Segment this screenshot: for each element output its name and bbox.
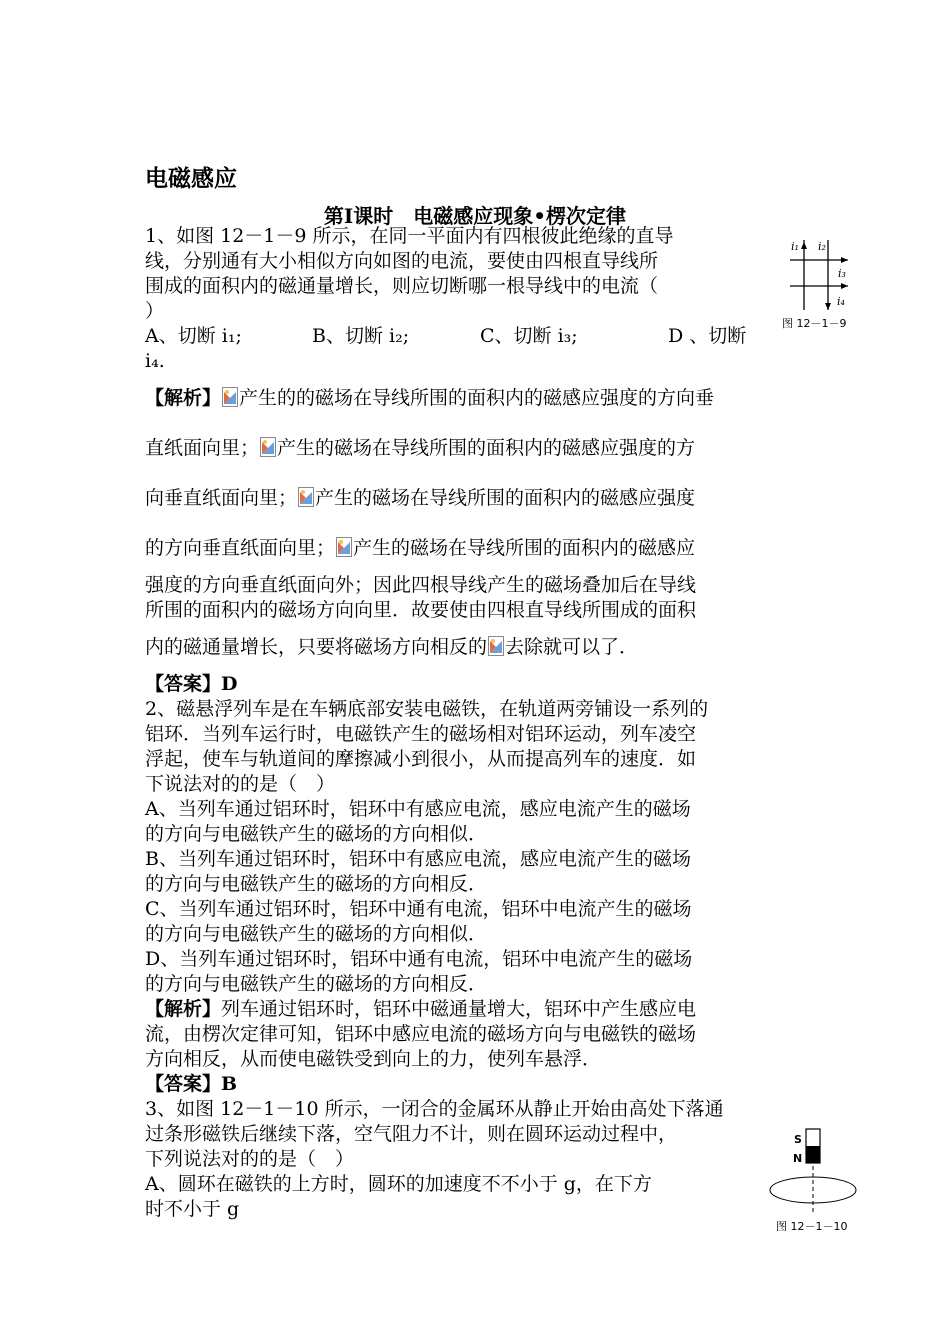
arrow-i4 bbox=[825, 303, 831, 310]
q1-wire-figure bbox=[788, 236, 858, 314]
arrow-i3 bbox=[841, 283, 848, 289]
q2-analysis-line: 【解析】列车通过铝环时，铝环中磁通量增大，铝环中产生感应电 bbox=[145, 998, 697, 1020]
document-title: 电磁感应 bbox=[145, 166, 237, 192]
q2-line: 下说法对的的是（ ） bbox=[145, 773, 336, 795]
label-i3: i₃ bbox=[838, 267, 846, 280]
q1-analysis-line: 【解析】 产生的的磁场在导线所围的面积内的磁感应强度的方向垂 bbox=[145, 387, 715, 409]
q2-line: 2、磁悬浮列车是在车辆底部安装电磁铁，在轨道两旁铺设一系列的 bbox=[145, 698, 709, 720]
q1-line: ） bbox=[145, 300, 165, 322]
q1-figure-caption: 图 12－1－9 bbox=[782, 317, 847, 330]
q1-option-b: B、切断 i₂; bbox=[312, 325, 410, 347]
q1-line: 1、如图 12－1－9 所示，在同一平面内有四根彼此绝缘的直导 bbox=[145, 225, 674, 247]
q2-analysis-line: 方向相反，从而使电磁铁受到向上的力，使列车悬浮． bbox=[145, 1048, 602, 1070]
q3-figure-caption: 图 12－1－10 bbox=[776, 1220, 848, 1233]
q3-magnet-figure bbox=[766, 1124, 862, 1216]
arrow-i1 bbox=[801, 242, 807, 249]
q1-answer: 【答案】D bbox=[145, 673, 238, 695]
q1-analysis-line: 强度的方向垂直纸面向外；因此四根导线产生的磁场叠加后在导线 bbox=[145, 574, 697, 596]
q2-line: 的方向与电磁铁产生的磁场的方向相似． bbox=[145, 923, 488, 945]
q2-line: 的方向与电磁铁产生的磁场的方向相似． bbox=[145, 823, 488, 845]
arrow-i2 bbox=[841, 257, 848, 263]
q3-line: 下列说法对的的是（ ） bbox=[145, 1148, 355, 1170]
q1-analysis-line: 所围的面积内的磁场方向向里．故要使由四根直导线所围成的面积 bbox=[145, 599, 697, 621]
q2-answer: 【答案】B bbox=[145, 1073, 238, 1095]
broken-image-icon bbox=[260, 437, 276, 457]
q2-option-a: A、当列车通过铝环时，铝环中有感应电流，感应电流产生的磁场 bbox=[145, 798, 691, 820]
analysis-label: 【解析】 bbox=[145, 387, 222, 409]
label-s: S bbox=[794, 1133, 802, 1146]
q3-line: 过条形磁铁后继续下落，空气阻力不计，则在圆环运动过程中， bbox=[145, 1123, 678, 1145]
q2-line: 浮起，使车与轨道间的摩擦减小到很小，从而提高列车的速度．如 bbox=[145, 748, 697, 770]
q1-option-d-tail: i₄. bbox=[145, 350, 165, 372]
q1-line: 线，分别通有大小相似方向如图的电流，要使由四根直导线所 bbox=[145, 250, 659, 272]
q2-option-d: D、当列车通过铝环时，铝环中通有电流，铝环中电流产生的磁场 bbox=[145, 948, 693, 970]
q1-option-d: D 、切断 bbox=[668, 325, 747, 347]
broken-image-icon bbox=[488, 636, 504, 656]
q3-option-a: A、圆环在磁铁的上方时，圆环的加速度不不小于 g，在下方 bbox=[145, 1173, 652, 1195]
broken-image-icon bbox=[222, 387, 238, 407]
q1-analysis-line: 向垂直纸面向里； 产生的磁场在导线所围的面积内的磁感应强度 bbox=[145, 487, 696, 509]
q2-line: 的方向与电磁铁产生的磁场的方向相反． bbox=[145, 973, 488, 995]
q2-line: 的方向与电磁铁产生的磁场的方向相反． bbox=[145, 873, 488, 895]
q2-option-c: C、当列车通过铝环时，铝环中通有电流，铝环中电流产生的磁场 bbox=[145, 898, 692, 920]
label-i2: i₂ bbox=[818, 240, 826, 253]
q1-option-c: C、切断 i₃; bbox=[480, 325, 578, 347]
q1-analysis-line: 直纸面向里； 产生的磁场在导线所围的面积内的磁感应强度的方 bbox=[145, 437, 696, 459]
broken-image-icon bbox=[336, 537, 352, 557]
label-i4: i₄ bbox=[837, 295, 845, 308]
q2-analysis-line: 流，由楞次定律可知，铝环中感应电流的磁场方向与电磁铁的磁场 bbox=[145, 1023, 697, 1045]
label-i1: i₁ bbox=[791, 240, 799, 253]
q3-line: 3、如图 12－1－10 所示，一闭合的金属环从静止开始由高处下落通 bbox=[145, 1098, 724, 1120]
q3-line: 时不小于 g bbox=[145, 1198, 240, 1220]
q1-line: 围成的面积内的磁通量增长，则应切断哪一根导线中的电流（ bbox=[145, 275, 659, 297]
q1-analysis-line: 内的磁通量增长，只要将磁场方向相反的 去除就可以了． bbox=[145, 636, 639, 658]
broken-image-icon bbox=[298, 487, 314, 507]
analysis-label: 【解析】 bbox=[145, 998, 222, 1020]
q1-option-a: A、切断 i₁; bbox=[145, 325, 242, 347]
label-n: N bbox=[793, 1152, 803, 1165]
q1-analysis-line: 的方向垂直纸面向里； 产生的磁场在导线所围的面积内的磁感应 bbox=[145, 537, 696, 559]
q2-option-b: B、当列车通过铝环时，铝环中有感应电流，感应电流产生的磁场 bbox=[145, 848, 691, 870]
magnet-n-pole bbox=[806, 1146, 820, 1163]
q2-line: 铝环．当列车运行时，电磁铁产生的磁场相对铝环运动，列车凌空 bbox=[145, 723, 697, 745]
lesson-heading: 第Ⅰ课时 电磁感应现象•楞次定律 bbox=[323, 204, 627, 228]
